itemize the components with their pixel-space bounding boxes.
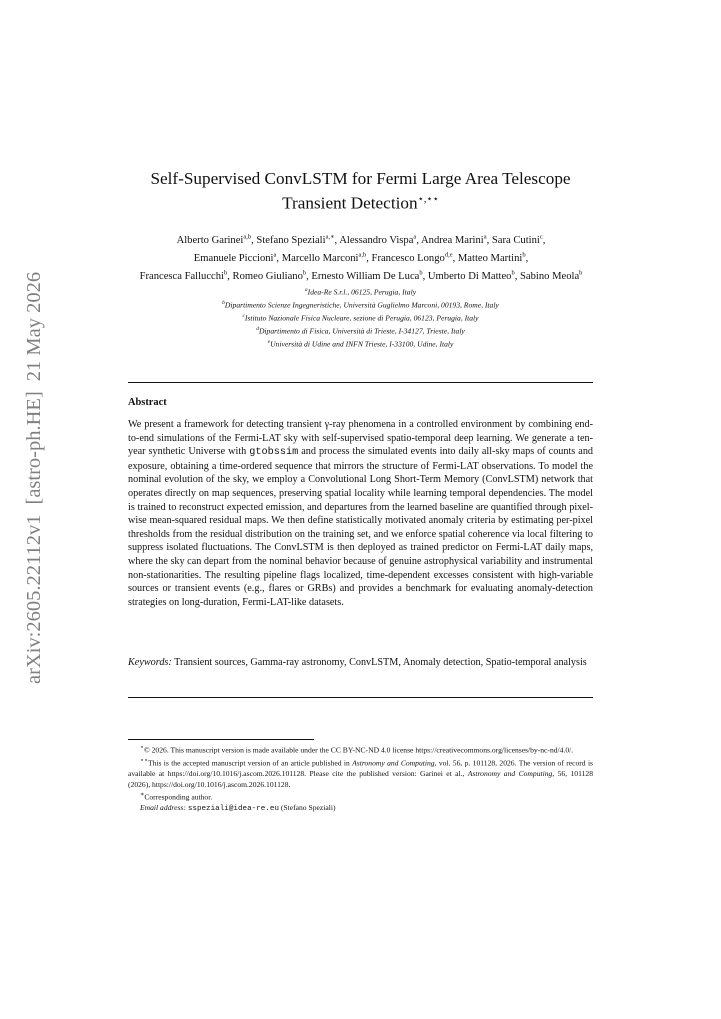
- affiliation-mark: e: [267, 339, 271, 346]
- arxiv-watermark: [12, 264, 52, 684]
- author: Sara Cutini$^c$,: [491, 233, 546, 246]
- affiliation: [150, 311, 571, 324]
- bottom-rule: [128, 697, 593, 698]
- author-affiliation-mark: b: [419, 269, 423, 277]
- author-affiliation-mark: a,b: [243, 233, 252, 240]
- affiliation-mark: a: [304, 287, 308, 293]
- author-affiliation-mark: b: [579, 269, 583, 277]
- author: Marcello Marconi$^{a,b}$,: [281, 251, 372, 264]
- svg-text:arXiv:2605.22112v1[astro-ph.HE: [23, 272, 45, 684]
- author-name: Emanuele Piccioni: [193, 252, 274, 264]
- author-name: Romeo Giuliano: [232, 270, 303, 282]
- footnote-email: Email address: sspeziali@idea-re.eu (Stefano Speziali): [140, 803, 336, 814]
- author-affiliation-mark: b: [511, 269, 515, 277]
- author: Andrea Marini$^a$,: [421, 233, 492, 246]
- author-affiliation-mark: a,∗: [325, 233, 335, 240]
- keywords-text: Transient sources, Gamma-ray astronomy, ConvLSTM, Anomaly detection, Spatio-temporal analysis: [171, 657, 587, 668]
- abstract-heading: Abstract: [128, 397, 167, 408]
- author-affiliation-mark: b: [302, 269, 307, 277]
- footnote-corresponding: ∗Corresponding author.: [140, 791, 213, 802]
- author-list: [122, 230, 600, 284]
- author-name: Matteo Martini: [457, 252, 523, 264]
- affiliation-text: Università di Udine and INFN Trieste, I-33100, Udine, Italy: [270, 339, 454, 349]
- author: Francesco Longo$^{d,e}$,: [371, 251, 458, 264]
- author-name: Umberto Di Matteo: [427, 270, 512, 282]
- author-name: Francesco Longo: [371, 252, 445, 264]
- author-name: Alberto Garinei: [176, 234, 244, 246]
- author: Alberto Garinei$^{a,b}$,: [176, 233, 257, 246]
- author-name: Stefano Speziali: [256, 234, 326, 246]
- author-affiliation-mark: a: [273, 251, 277, 259]
- affiliation-text: Dipartimento di Fisica, Università di Trieste, I-34127, Trieste, Italy: [258, 326, 465, 336]
- footnote-publication: ⋆⋆This is the accepted manuscript version of an article published in Astronomy and Computing, vol. 56, p. 101128, 2026. The version of record is available at https://doi.org/10.1016/j.ascom.2026.101128. Please cite the published version: Garinei et al., Astronomy and Computing, 56, 101128 (2026), https://doi.org/10.1016/j.ascom.2026.101128.: [128, 757, 594, 789]
- abstract-body: [128, 418, 593, 609]
- author-affiliation-mark: c: [539, 233, 543, 240]
- author-name: Sabino Meola: [520, 270, 580, 282]
- arxiv-category: [astro-ph.HE]: [23, 391, 45, 505]
- abstract-text-1: We present a framework for detecting transient γ-ray phenomena in a controlled environment by combining end-to-end simulations of the Fermi-LAT sky with self-supervised spatio-temporal deep learning. We generate a ten-year synthetic Universe with: [128, 419, 593, 458]
- author-affiliation-mark: b: [224, 269, 228, 277]
- abstract-code: gtobssim: [249, 447, 299, 459]
- affiliation-list: [150, 285, 571, 350]
- author: Umberto Di Matteo$^b$,: [427, 269, 521, 282]
- footnote-license: ⋆© 2026. This manuscript version is made available under the CC BY-NC-ND 4.0 license https://creativecommons.org/licenses/by-nc-nd/4.0/.: [140, 744, 574, 755]
- author-name: Francesca Fallucchi: [139, 270, 224, 282]
- author: Matteo Martini$^b$,: [457, 251, 529, 264]
- title-line-2: Transient Detection: [282, 193, 418, 213]
- author-affiliation-mark: d,e: [444, 251, 453, 259]
- keywords: [128, 656, 593, 670]
- author-affiliation-mark: a,b: [358, 251, 367, 259]
- footnotes: [128, 743, 593, 815]
- author: Alessandro Vispa$^a$,: [339, 233, 422, 246]
- author-name: Marcello Marconi: [281, 252, 359, 264]
- author: Romeo Giuliano$^b$,: [232, 269, 312, 282]
- author-name: Andrea Marini: [421, 234, 484, 246]
- affiliation-mark: d: [256, 326, 259, 333]
- author: Ernesto William De Luca$^b$,: [311, 269, 428, 282]
- affiliation-text: Dipartimento Scienze Ingegneristiche, Università Guglielmo Marconi, 00193, Rome, Italy: [224, 300, 499, 310]
- abstract-text-2: and process the simulated events into daily all-sky maps of counts and exposure, obtaining a time-ordered sequence that mirrors the structure of Fermi-LAT observations. To model the nominal evolution of the sky, we employ a Convolutional Long Short-Term Memory (ConvLSTM) network that operates directly on map sequences, preserving spatial locality while learning temporal dependencies. The model is trained to reconstruct expected emission, and departures from the learned baseline are quantified through pixel-wise mean-squared residual maps. We then define statistically motivated anomaly criteria by estimating per-pixel thresholds from the residual distribution on the training set, and we enforce spatial coherence via local filtering to suppress isolated fluctuations. The ConvLSTM is then deployed as trained predictor on Fermi-LAT daily maps, where the sky can depart from the nominal behavior because of genuine astrophysical variability and instrumental non-stationarities. The resulting pipeline flags localized, time-dependent excesses consistent with high-variable sources or transient events (e.g., flares or GRBs) and provides a benchmark for evaluating anomaly-detection strategies on long-duration, Fermi-LAT-like datasets.: [128, 446, 594, 608]
- affiliation-mark: c: [242, 313, 245, 320]
- author-affiliation-mark: a: [413, 233, 417, 240]
- affiliation-text: Idea-Re S.r.l., 06125, Perugia, Italy: [307, 287, 417, 297]
- arxiv-date: 21 May 2026: [23, 271, 45, 382]
- author-name: Sara Cutini: [491, 234, 540, 246]
- author-affiliation-mark: a: [483, 233, 487, 240]
- title-footnote-marks: ⋆,⋆⋆: [417, 194, 439, 205]
- affiliation-mark: b: [222, 300, 225, 307]
- keywords-label: Keywords:: [128, 657, 172, 668]
- author: Emanuele Piccioni$^a$,: [193, 251, 282, 264]
- author-affiliation-mark: b: [522, 251, 526, 259]
- affiliation: [150, 324, 571, 337]
- title-line-1: Self-Supervised ConvLSTM for Fermi Large Area Telescope: [150, 169, 571, 188]
- affiliation: [150, 285, 571, 298]
- affiliation-text: Istituto Nazionale Fisica Nucleare, sezione di Perugia, 06123, Perugia, Italy: [244, 313, 479, 323]
- affiliation: [150, 337, 571, 350]
- author-name: Ernesto William De Luca: [311, 270, 420, 282]
- email-link[interactable]: sspeziali@idea-re.eu: [187, 805, 279, 814]
- author: Stefano Speziali$^{a,∗}$,: [256, 233, 340, 246]
- author: [520, 271, 582, 282]
- footnote-rule: [128, 739, 314, 740]
- paper-title: [128, 168, 593, 214]
- author-name: Alessandro Vispa: [339, 234, 414, 246]
- author: Francesca Fallucchi$^b$,: [139, 269, 233, 282]
- arxiv-id: arXiv:2605.22112v1: [23, 514, 45, 684]
- top-rule: [128, 382, 593, 383]
- affiliation: [150, 298, 571, 311]
